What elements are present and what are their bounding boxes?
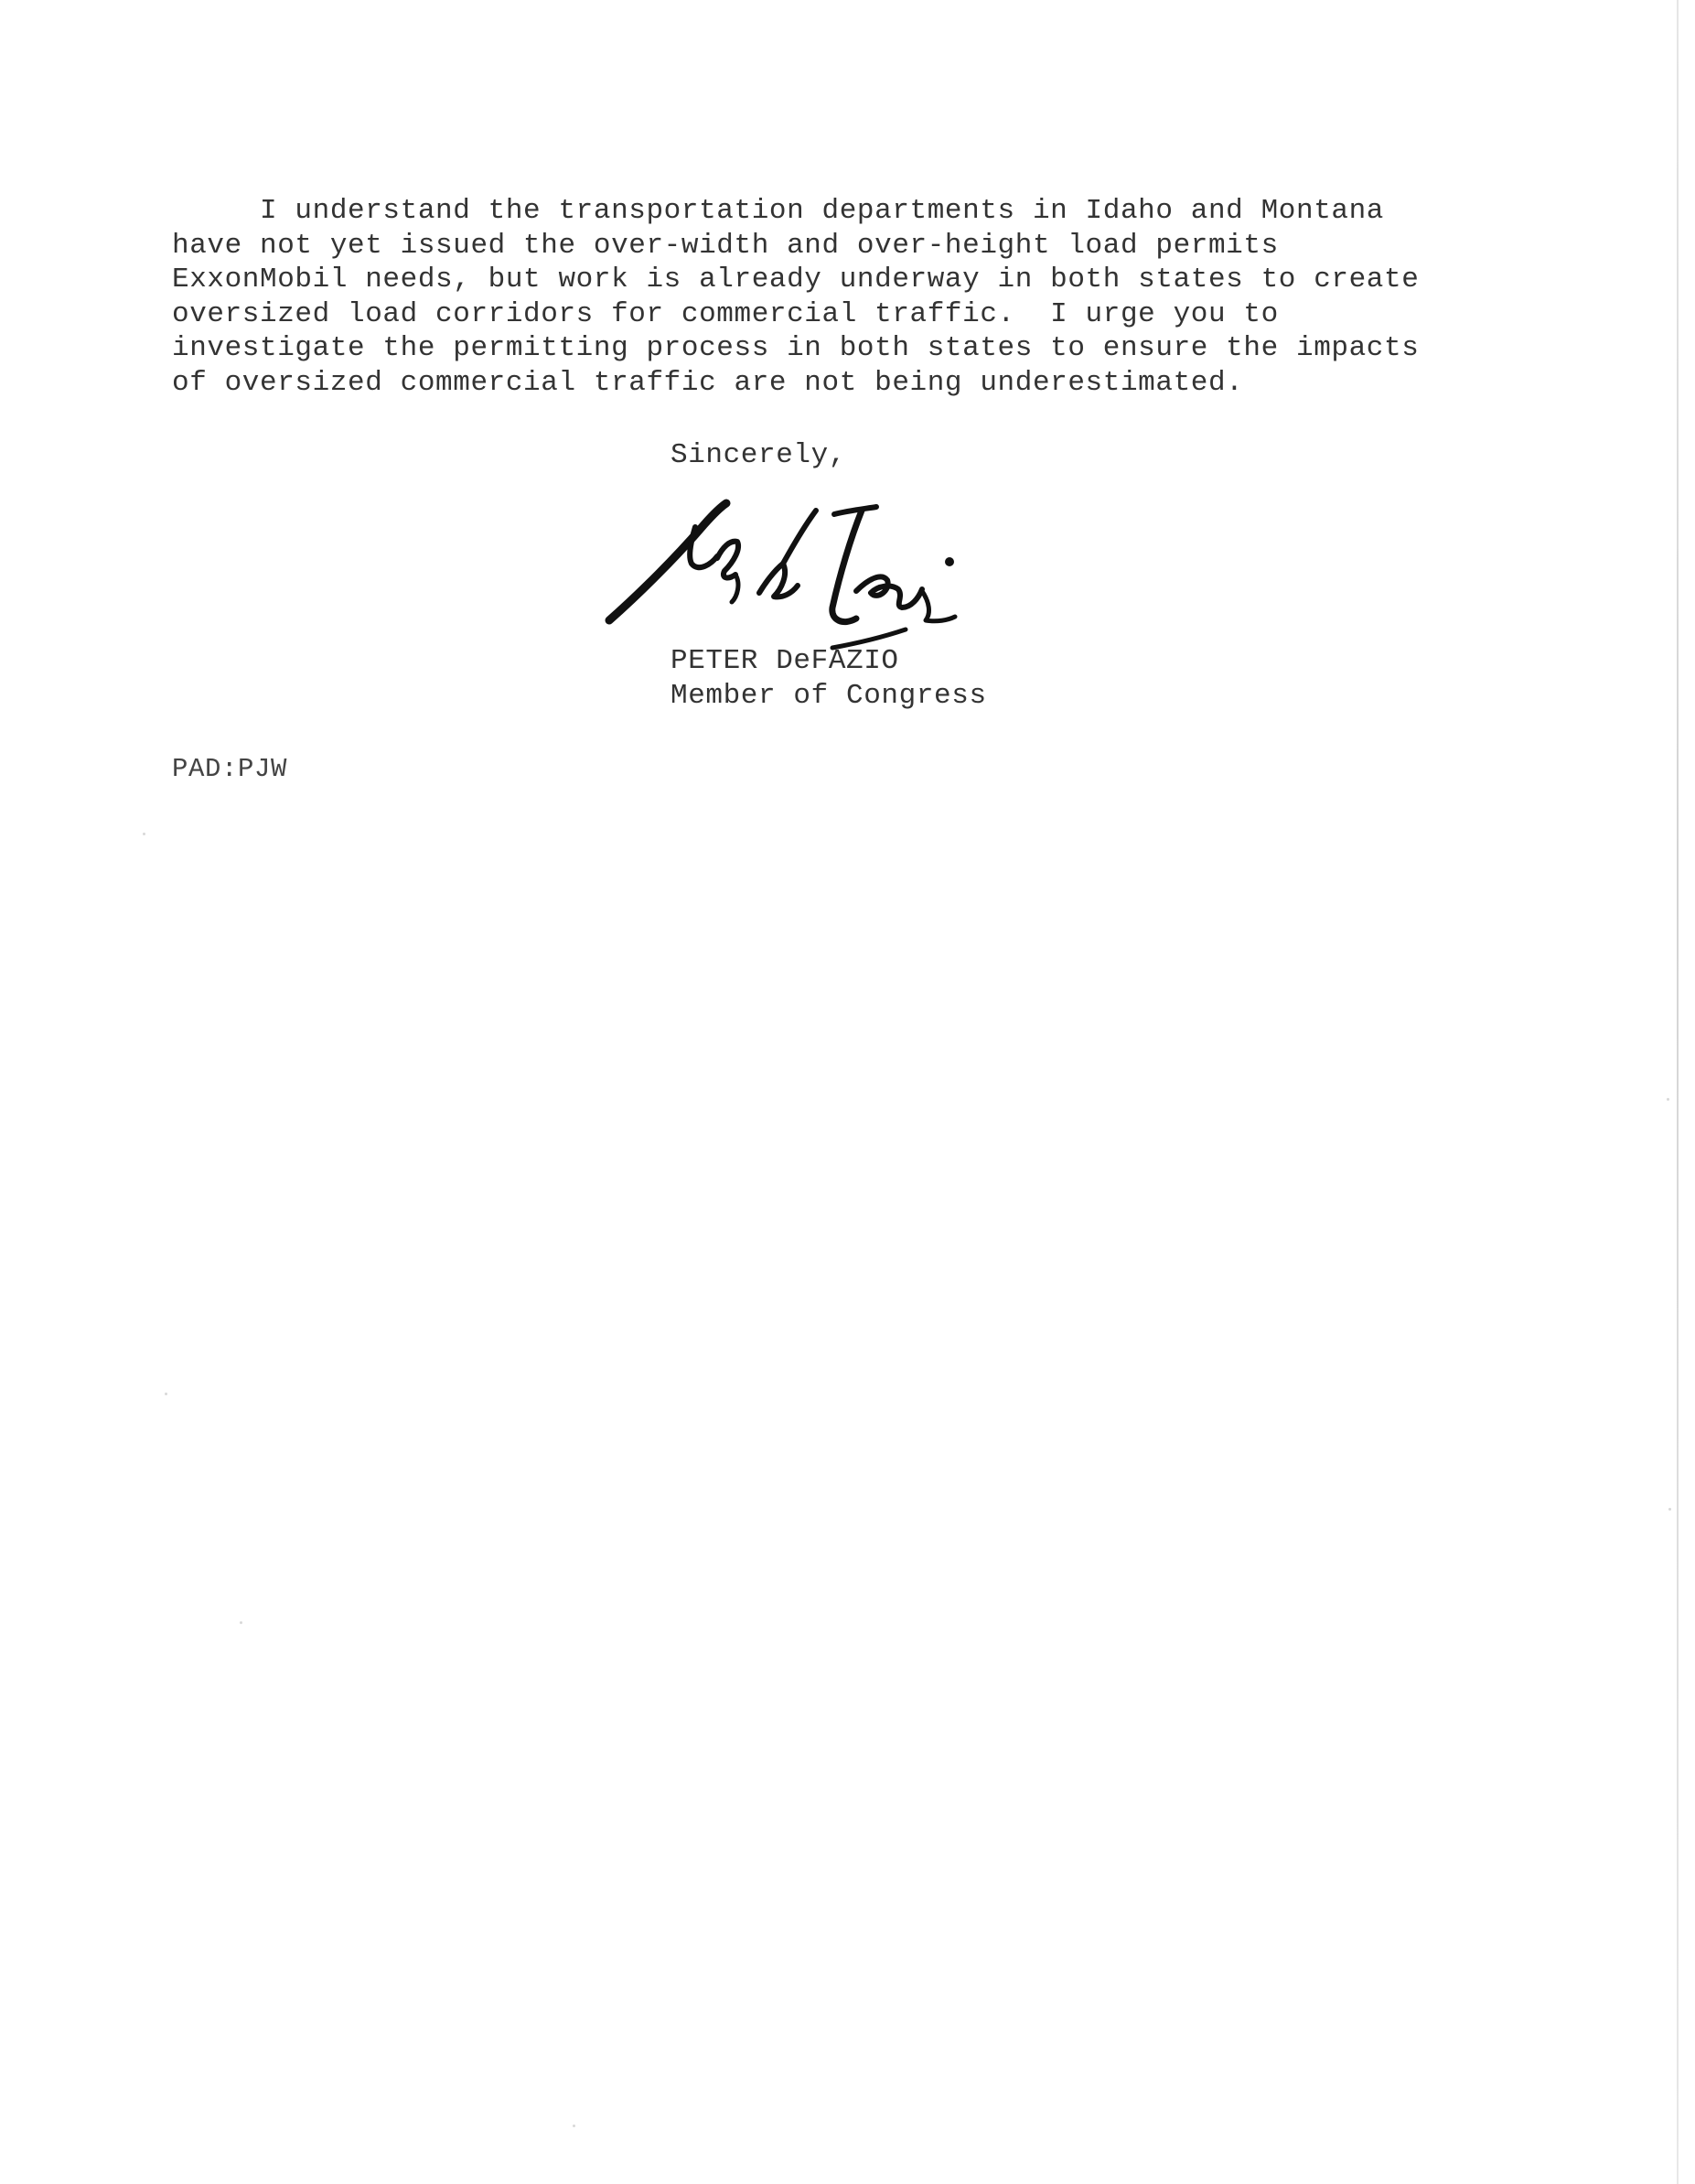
signature-block — [670, 644, 987, 714]
scan-speck — [1668, 1508, 1671, 1511]
body-line: ExxonMobil needs, but work is already underway in both states to create — [172, 264, 1420, 296]
body-line: of oversized commercial traffic are not being underestimated. — [172, 366, 1244, 399]
scan-speck — [143, 833, 145, 835]
scan-edge — [1677, 0, 1679, 2184]
signer-title: Member of Congress — [670, 680, 987, 712]
signer-name: PETER DeFAZIO — [670, 645, 899, 677]
reference-initials: PAD:PJW — [172, 754, 288, 784]
scan-speck — [573, 2125, 575, 2127]
scan-speck — [240, 1621, 242, 1624]
body-paragraph — [172, 194, 1471, 400]
body-line: investigate the permitting process in both states to ensure the impacts — [172, 332, 1420, 364]
closing: Sincerely, — [670, 439, 847, 471]
body-line: oversized load corridors for commercial traffic. I urge you to — [172, 297, 1279, 330]
scan-speck — [165, 1393, 167, 1395]
body-line: I understand the transportation departments in Idaho and Montana — [172, 195, 1385, 227]
body-line: have not yet issued the over-width and over-height load permits — [172, 229, 1279, 262]
scan-speck — [1667, 1098, 1669, 1101]
signature-image — [604, 483, 1098, 657]
